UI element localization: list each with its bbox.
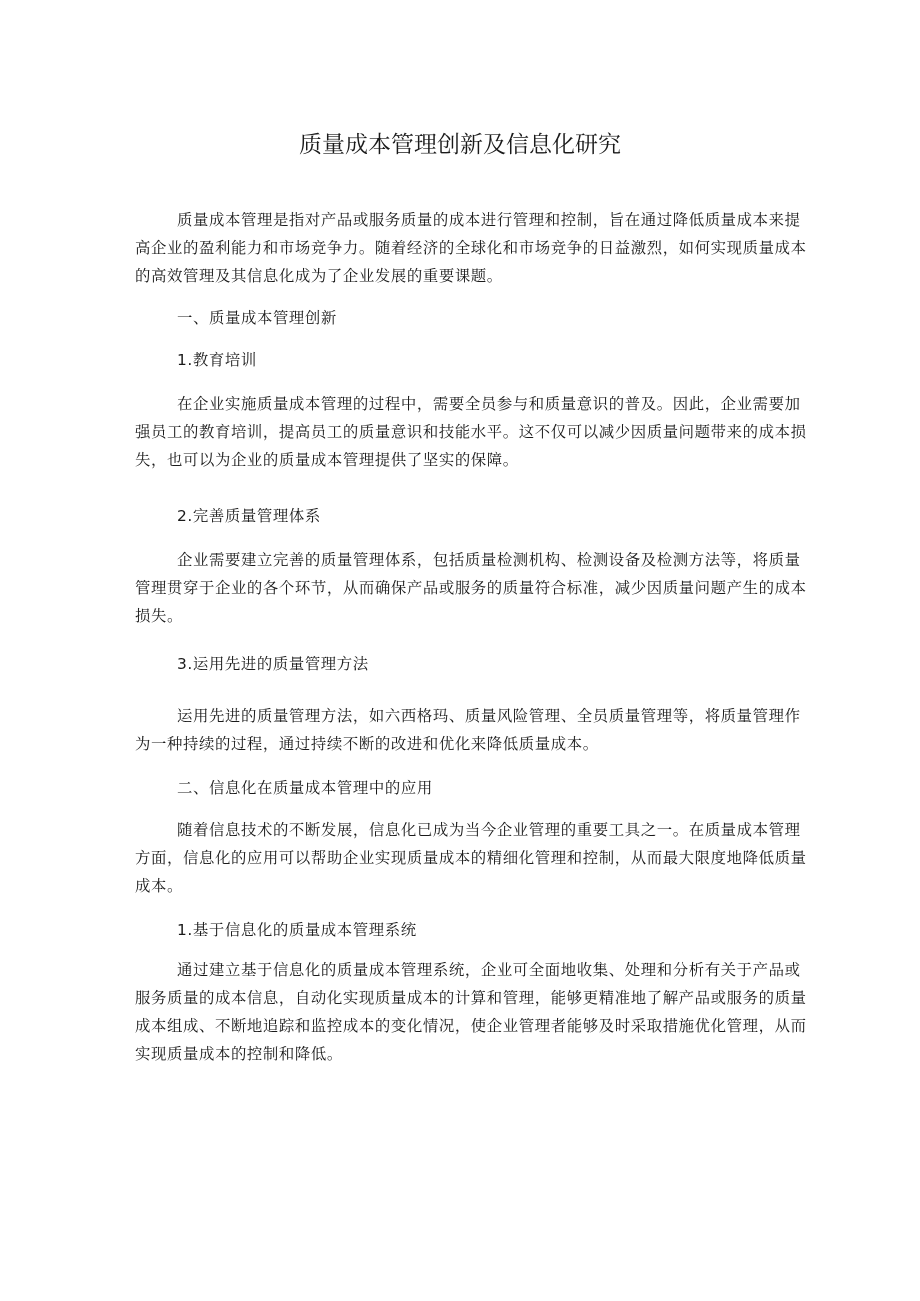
- text-line: 通过建立基于信息化的质量成本管理系统，企业可全面地收集、处理和分析有关于产品或: [177, 961, 801, 979]
- text-line: 1.基于信息化的质量成本管理系统: [177, 921, 417, 939]
- text-line: 随着信息技术的不断发展，信息化已成为当今企业管理的重要工具之一。在质量成本管理: [177, 821, 801, 839]
- paragraph: [135, 390, 807, 474]
- text-line: 3.运用先进的质量管理方法: [177, 655, 369, 673]
- document-title: 质量成本管理创新及信息化研究: [299, 132, 621, 158]
- section-heading: [135, 774, 795, 802]
- paragraph: [135, 702, 801, 758]
- paragraph: [135, 546, 807, 630]
- text-line: 2.完善质量管理体系: [177, 507, 321, 525]
- text-line: 服务质量的成本信息，自动化实现质量成本的计算和管理，能够更精准地了解产品或服务的质量: [135, 989, 807, 1007]
- text-line: 二、信息化在质量成本管理中的应用: [177, 779, 433, 797]
- paragraph: [135, 816, 807, 900]
- paragraph: [135, 956, 807, 1068]
- section-heading: [135, 916, 795, 944]
- section-heading: [135, 502, 795, 530]
- text-line: 1.教育培训: [177, 351, 257, 369]
- text-line: 损失。: [135, 607, 183, 625]
- text-line: 管理贯穿于企业的各个环节，从而确保产品或服务的质量符合标准，减少因质量问题产生的成本: [135, 579, 807, 597]
- section-heading: [135, 650, 795, 678]
- text-line: 企业需要建立完善的质量管理体系，包括质量检测机构、检测设备及检测方法等，将质量: [177, 551, 801, 569]
- text-line: 成本组成、不断地追踪和监控成本的变化情况，使企业管理者能够及时采取措施优化管理，从而: [135, 1017, 807, 1035]
- text-line: 失，也可以为企业的质量成本管理提供了坚实的保障。: [135, 451, 519, 469]
- text-line: 一、质量成本管理创新: [177, 309, 337, 327]
- section-heading: [135, 346, 795, 374]
- text-line: 高企业的盈利能力和市场竞争力。随着经济的全球化和市场竞争的日益激烈，如何实现质量成本: [135, 239, 807, 257]
- text-line: 的高效管理及其信息化成为了企业发展的重要课题。: [135, 267, 503, 285]
- text-line: 为一种持续的过程，通过持续不断的改进和优化来降低质量成本。: [135, 735, 599, 753]
- text-line: 在企业实施质量成本管理的过程中，需要全员参与和质量意识的普及。因此，企业需要加: [177, 395, 801, 413]
- text-line: 质量成本管理是指对产品或服务质量的成本进行管理和控制，旨在通过降低质量成本来提: [177, 211, 801, 229]
- text-line: 成本。: [135, 877, 183, 895]
- text-line: 强员工的教育培训，提高员工的质量意识和技能水平。这不仅可以减少因质量问题带来的成本损: [135, 423, 807, 441]
- paragraph: [135, 206, 807, 290]
- text-line: 实现质量成本的控制和降低。: [135, 1045, 343, 1063]
- text-line: 方面，信息化的应用可以帮助企业实现质量成本的精细化管理和控制，从而最大限度地降低质量: [135, 849, 807, 867]
- section-heading: [135, 304, 795, 332]
- text-line: 运用先进的质量管理方法，如六西格玛、质量风险管理、全员质量管理等，将质量管理作: [177, 707, 801, 725]
